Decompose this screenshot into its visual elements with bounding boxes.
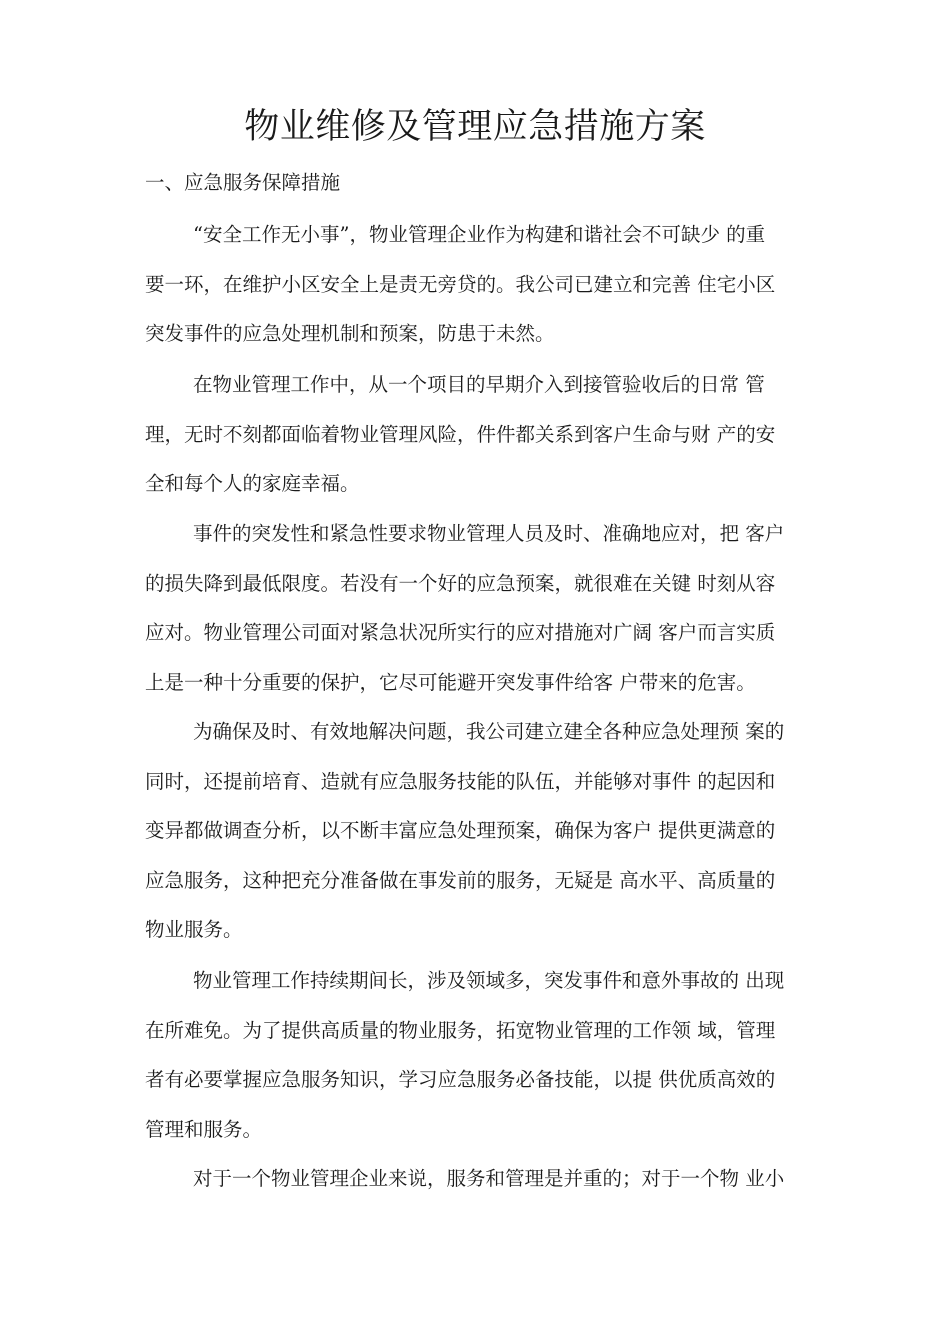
paragraph-3 — [145, 509, 807, 707]
paragraph-line: 突发事件的应急处理机制和预案，防患于未然。 — [145, 322, 555, 345]
paragraph-line: 要一环，在维护小区安全上是责无旁贷的。我公司已建立和完善 住宅小区 — [145, 272, 776, 296]
paragraph-4 — [145, 707, 807, 955]
paragraph-2 — [145, 360, 807, 509]
paragraph-line: 物业管理工作持续期间长，涉及领域多，突发事件和意外事故的 出现 — [193, 969, 785, 992]
paragraph-line: 管理和服务。 — [145, 1117, 263, 1141]
paragraph-line: 同时，还提前培育、造就有应急服务技能的队伍，并能够对事件 的起因和 — [145, 769, 776, 793]
paragraph-line: 物业服务。 — [145, 918, 243, 941]
paragraph-line: 在物业管理工作中，从一个项目的早期介入到接管验收后的日常 管 — [193, 373, 765, 396]
paragraph-line: 的损失降到最低限度。若没有一个好的应急预案，就很难在关键 时刻从容 — [145, 571, 776, 595]
paragraph-line: 变异都做调查分析，以不断丰富应急处理预案，确保为客户 提供更满意的 — [145, 819, 776, 842]
paragraph-line: 事件的突发性和紧急性要求物业管理人员及时、准确地应对，把 客户 — [193, 522, 785, 545]
paragraph-line: 上是一种十分重要的保护，它尽可能避开突发事件给客 户带来的危害。 — [145, 670, 756, 694]
paragraph-line: 为确保及时、有效地解决问题，我公司建立建全各种应急处理预 案的 — [193, 720, 785, 743]
paragraph-line: 应急服务，这种把充分准备做在事发前的服务，无疑是 高水平、高质量的 — [145, 868, 776, 892]
paragraph-line: 全和每个人的家庭幸福。 — [145, 472, 360, 495]
paragraph-line: 理，无时不刻都面临着物业管理风险，件件都关系到客户生命与财 产的安 — [145, 422, 776, 446]
paragraph-6 — [145, 1154, 807, 1204]
section-heading: 一、应急服务保障措施 — [145, 171, 341, 194]
paragraph-line: “安全工作无小事”，物业管理企业作为构建和谐社会不可缺少 的重 — [193, 223, 766, 246]
paragraph-line: 对于一个物业管理企业来说，服务和管理是并重的；对于一个物 业小 — [193, 1167, 785, 1190]
paragraph-5 — [145, 956, 807, 1154]
paragraph-1 — [145, 210, 807, 359]
paragraph-line: 者有必要掌握应急服务知识，学习应急服务必备技能，以提 供优质高效的 — [145, 1068, 776, 1091]
paragraph-line: 在所难免。为了提供高质量的物业服务，拓宽物业管理的工作领 域，管理 — [145, 1018, 776, 1042]
document-title: 物业维修及管理应急措施方案 — [244, 107, 706, 147]
paragraph-line: 应对。物业管理公司面对紧急状况所实行的应对措施对广阔 客户而言实质 — [145, 621, 776, 644]
